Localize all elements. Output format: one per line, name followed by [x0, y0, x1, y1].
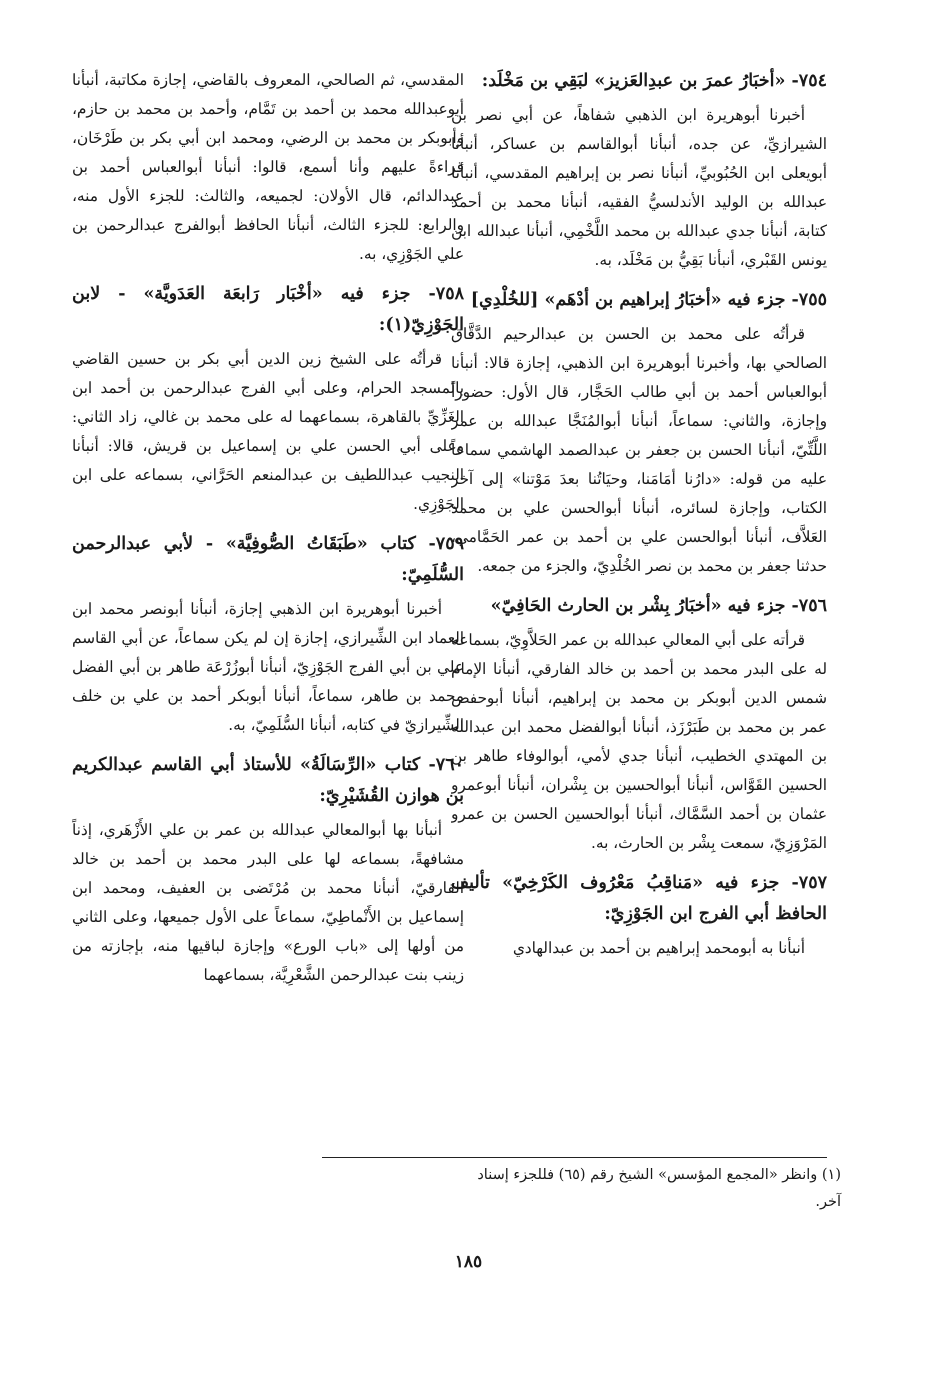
entry-758	[72, 279, 464, 519]
right-column	[451, 66, 827, 1156]
left-column	[72, 66, 464, 1156]
entry-755	[451, 285, 827, 581]
entry-755-body: قرأتُه على محمد بن الحسن بن عبدالرحيم الدَّقَّاق الصالحي بها، وأخبرنا أبوهريرة ابن الذهبي، إجازة قالا: أنبأنا أبوالعباس أحمد بن أبي طالب الحَجَّار، قال الأول: حضوراً وإجازة، والثاني: سماعاً، أنبأنا أبوالمُنَجَّا عبدالله بن عمر اللَّتِّيّ، أنبأنا الحسن بن جعفر بن عبدالصمد الهاشمي سماعاً عليه من قوله: «دارُنا أمَامَنا، وحيَاتُنا بعدَ مَوْتنا» إلى آخر الكتاب، وإجازة لسائره، أنبأنا أبوالحسن علي بن محمد العَلاَّف، أنبأنا أبوالحسن علي بن أحمد بن عمر الحَمَّامي، حدثنا جعفر بن محمد بن نصر الخُلْدِيّ، والجزء من جمعه.	[451, 325, 827, 575]
entry-755-title: ٧٥٥- جزء فيه «أخبَارُ إبراهيم بن أدْهَم» [للخُلْدِي]	[470, 290, 827, 310]
entry-758-title: ٧٥٨- جزء فيه «أخْبَار رَابعَة العَدَويَّة» - لابن الجَوْزِيّ(١):	[72, 284, 464, 335]
entry-760-body: أنبأنا بها أبوالمعالي عبدالله بن عمر بن علي الأَزْهَري، إذناً مشافهةً، بسماعه لها على البدر محمد بن أحمد بن خالد الفارقيّ، أنبأنا محمد بن مُرْتَضى بن العفيف، ومحمد ابن إسماعيل بن الأَنْماطِيّ، سماعاً على الأول جميعها، وعلى الثاني من أولها إلى «باب الورع» وإجازة لباقيها منه، بإجازته من زينب بنت عبدالرحمن الشَّعْرِيَّة، بسماعهما	[72, 821, 464, 984]
entry-758-body: قرأتُه على الشيخ زين الدين أبي بكر بن حسين القاضي بالمسجد الحرام، وعلى أبي الفرج عبدالرحمن بن أحمد ابن الغَزِّيِّ بالقاهرة، بسماعهما له على محمد بن غالي، زاد الثاني: وعلى أبي الحسن علي بن إسماعيل بن قريش، قالا: أنبأنا النجيب عبداللطيف بن عبدالمنعم الحَرَّاني، بسماعه على ابن الجَوْزِي.	[72, 350, 464, 513]
continued-text: المقدسي، ثم الصالحي، المعروف بالقاضي، إجازة مكاتبة، أنبأنا أبوعبدالله محمد بن أحمد بن تَمَّام، وأحمد بن محمد بن حازم، وأبوبكر بن محمد بن الرضي، ومحمد ابن أبي بكر بن طَرْخَان، قراءةً عليهم وأنا أسمع، قالوا: أنبأنا أبوالعباس أحمد بن عبدالدائم، قال الأولان: لجميعه، والثالث: للجزء الأول منه، والرابع: للجزء الثالث، أنبأنا الحافظ أبوالفرج عبدالرحمن بن علي الجَوْزِي، به.	[72, 71, 464, 263]
page-number: ١٨٥	[454, 1252, 483, 1272]
entry-760	[72, 750, 464, 990]
entry-759-body: أخبرنا أبوهريرة ابن الذهبي إجازة، أنبأنا أبونصر محمد ابن العماد ابن الشِّيرازي، إجازة إن لم يكن سماعاً، عن أبي القاسم علي بن أبي الفرج الجَوْزِيّ، أنبأنا أبوزُرْعَة طاهر بن أبي الفضل محمد بن طاهر، سماعاً، أنبأنا أبوبكر أحمد بن علي بن خلف الشِّيرازيّ في كتابه، أنبأنا السُّلَمِيّ، به.	[72, 600, 464, 734]
entry-757	[451, 868, 827, 963]
entry-756-body: قرأته على أبي المعالي عبدالله بن عمر الحَلاَّوِيّ، بسماعه له على البدر محمد بن أحمد بن خالد الفارقي، أنبأنا الإمام شمس الدين أبوبكر بن محمد بن إبراهيم، أنبأنا أبوحفص عمر بن محمد بن طَبَرْزَذ، أنبأنا أبوالفضل محمد ابن عبدالله بن المهتدي الخطيب، أنبأنا جدي لأمي، أبوالوفاء طاهر بن الحسين القَوَّاس، أنبأنا أبوالحسين بن بِشْران، أنبأنا أبوعمرو عثمان بن أحمد السَّمَّاك، أنبأنا أبوالحسين الحسن بن عمرو المَرْوَزِيّ، سمعت بِشْر بن الحارث، به.	[451, 631, 827, 852]
entry-754	[451, 66, 827, 275]
entry-756	[451, 591, 827, 858]
entry-754-body: أخبرنا أبوهريرة ابن الذهبي شفاهاً، عن أبي نصر بن الشيرازيِّ، عن جده، أنبأنا أبوالقاسم بن عساكر، أنبأنا أبويعلى ابن الحُبُوبيِّ، أنبأنا نصر بن إبراهيم المقدسي، أنبأنا عبدالله بن الوليد الأندلسيُّ الفقيه، أنبأنا محمد بن أحمد كتابة، أنبأنا جدي عبدالله بن محمد اللَّخْمِي، أنبأنا عبدالله ابن يونس القَبْري، أنبأنا بَقِيُّ بن مَخْلَد، به.	[451, 106, 827, 269]
entry-757-title: ٧٥٧- جزء فيه «مَناقِبُ مَعْرُوف الكَرْخِيّ» تأليف الحافظ أبي الفرج ابن الجَوْزِيّ:	[451, 873, 827, 924]
entry-756-title: ٧٥٦- جزء فيه «أخبَارُ بِشْر بن الحارث الحَافِيّ»	[490, 596, 827, 616]
entry-757-body: أنبأنا به أبومحمد إبراهيم بن أحمد بن عبدالهادي	[512, 939, 805, 957]
footnote: (١) وانظر «المجمع المؤسس» الشيخ رقم (٦٥) فللجزء إسناد آخر.	[477, 1167, 841, 1210]
entry-760-title: ٧٦٠- كتاب «الرِّسَالَةُ» للأستاذ أبي القاسم عبدالكريم بن هوازن القُشَيْرِيّ:	[72, 755, 464, 806]
entry-759-title: ٧٥٩- كتاب «طَبَقَاتُ الصُّوفِيَّة» - لأبي عبدالرحمن السُّلَمِيّ:	[72, 534, 464, 585]
entry-759	[72, 529, 464, 740]
entry-754-title: ٧٥٤- «أخبَارُ عمرَ بن عبدِالعَزيز» لبَقِي بن مَخْلَد:	[481, 71, 827, 91]
footnote-divider	[322, 1157, 827, 1158]
